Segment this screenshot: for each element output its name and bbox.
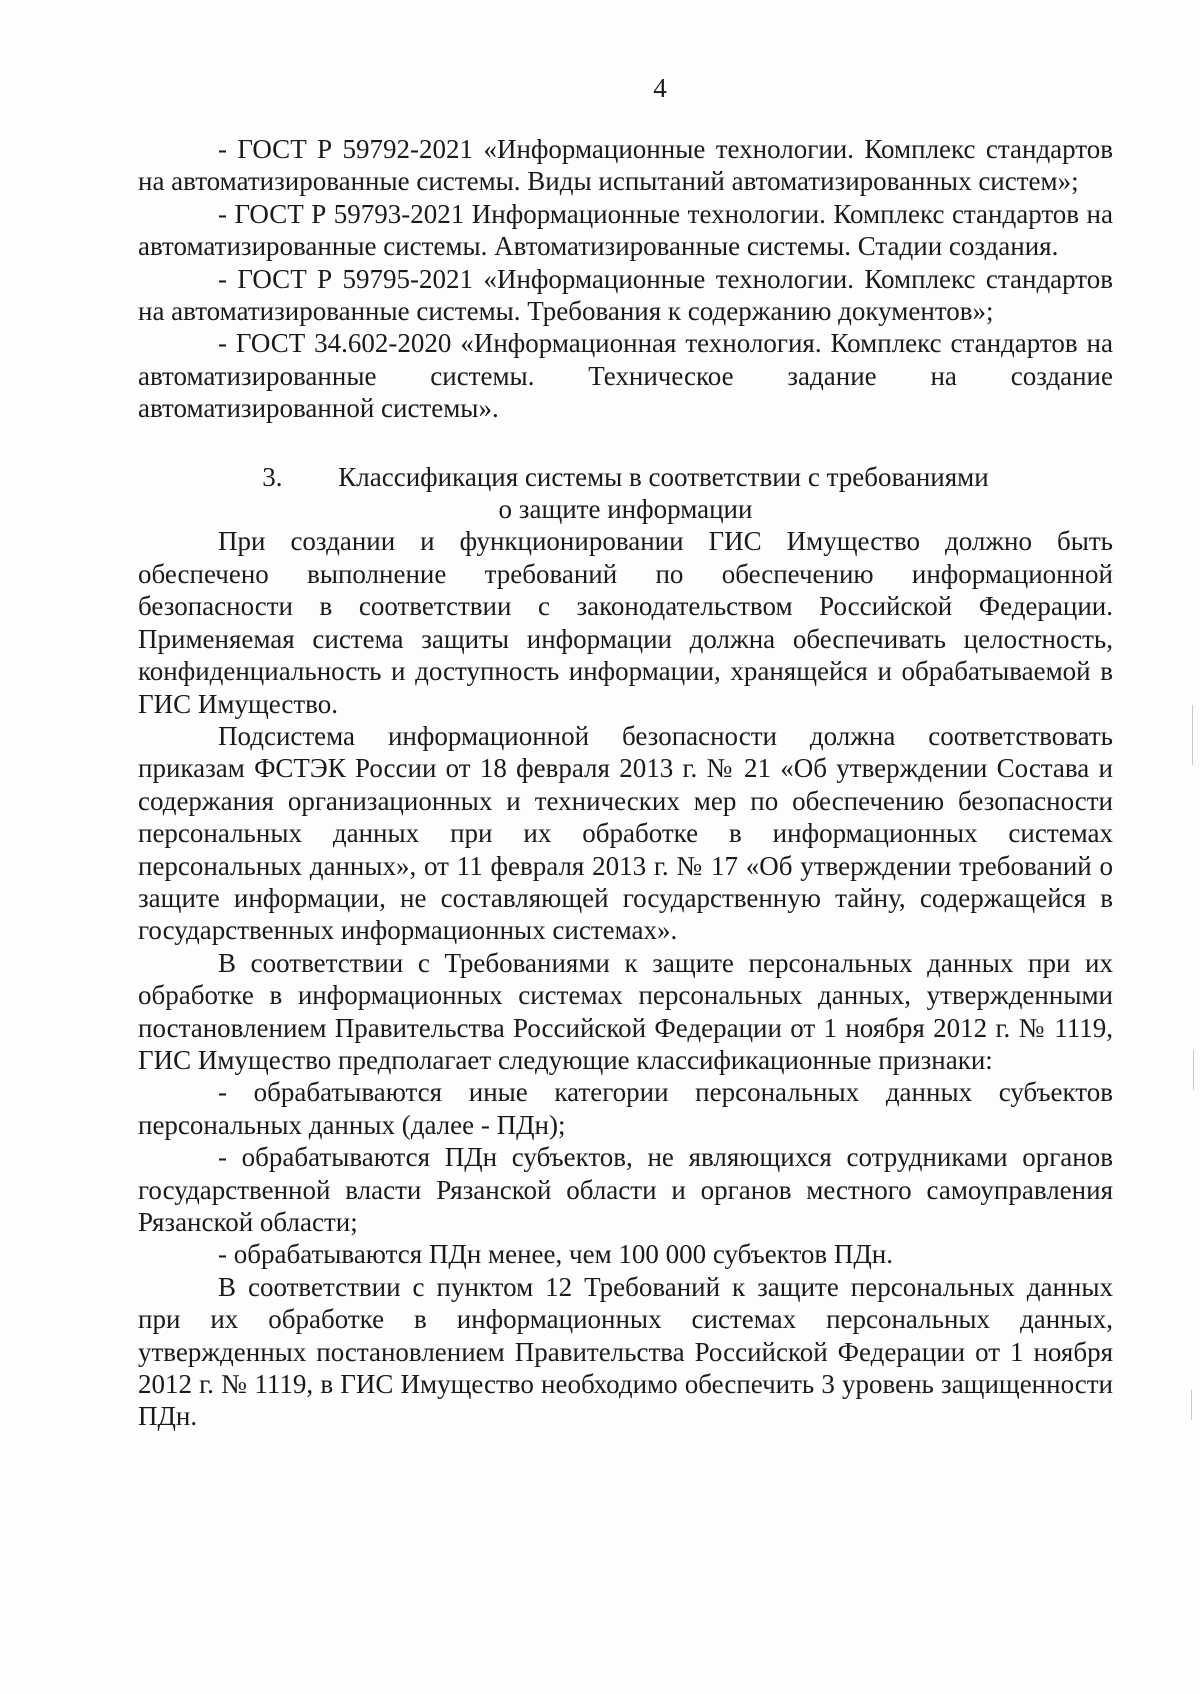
section-title-line2: о защите информации: [498, 494, 753, 525]
list-item-gost-59795: - ГОСТ Р 59795-2021 «Информационные технологии. Комплекс стандартов на автоматизированные системы. Требования к содержанию документов»;: [138, 263, 1113, 327]
list-item-gost-34602: - ГОСТ 34.602-2020 «Информационная технология. Комплекс стандартов на автоматизированные системы. Техническое задание на создание автоматизированной системы».: [138, 328, 1113, 424]
paragraph-protection-level: В соответствии с пунктом 12 Требований к защите персональных данных при их обработке в информационных системах персональных данных, утвержденных постановлением Правительства Российской Федерации от 1 ноября 2012 г. № 1119, в ГИС Имущество необходимо обеспечить 3 уровень защищенности ПДн.: [138, 1271, 1113, 1432]
list-item-other-categories: - обрабатываются иные категории персональных данных субъектов персональных данных (далее - ПДн);: [138, 1077, 1113, 1140]
list-item-gost-59792: - ГОСТ Р 59792-2021 «Информационные технологии. Комплекс стандартов на автоматизированные системы. Виды испытаний автоматизированных систем»;: [138, 134, 1113, 197]
section-title-line1: Классификация системы в соответствии с требованиями: [338, 461, 989, 492]
list-item-non-employees: - обрабатываются ПДн субъектов, не являющихся сотрудниками органов государственной власти Рязанской области и органов местного самоуправления Рязанской области;: [138, 1142, 1113, 1237]
list-item-gost-59793: - ГОСТ Р 59793-2021 Информационные технологии. Комплекс стандартов на автоматизированные системы. Автоматизированные системы. Стадии создания.: [138, 198, 1113, 262]
paragraph-classification-intro: В соответствии с Требованиями к защите персональных данных при их обработке в информационных системах персональных данных, утвержденными постановлением Правительства Российской Федерации от 1 ноября 2012 г. № 1119, ГИС Имущество предполагает следующие классификационные признаки:: [138, 947, 1113, 1075]
document-body: [138, 133, 1113, 1433]
section-heading: [138, 461, 1113, 526]
paragraph-gis-requirements: При создании и функционировании ГИС Имущество должно быть обеспечено выполнение требований по обеспечению информационной безопасности в соответствии с законодательством Российской Федерации. Применяемая система защиты информации должна обеспечивать целостность, конфиденциальность и доступность информации, хранящейся и обрабатываемой в ГИС Имущество.: [138, 526, 1113, 719]
scan-mark-right-3: [1191, 1390, 1192, 1420]
section-spacer: [138, 425, 1113, 461]
paragraph-fstek-orders: Подсистема информационной безопасности должна соответствовать приказам ФСТЭК России от 18 февраля 2013 г. № 21 «Об утверждении Состава и содержания организационных и технических мер по обеспечению безопасности персональных данных при их обработке в информационных системах персональных данных», от 11 февраля 2013 г. № 17 «Об утверждении требований о защите информации, не составляющей государственную тайну, содержащейся в государственных информационных системах».: [138, 720, 1113, 946]
scan-mark-right-2: [1193, 1050, 1194, 1090]
scan-mark-right-1: [1192, 705, 1193, 765]
section-number: 3.: [262, 461, 283, 492]
list-item-subject-count: - обрабатываются ПДн менее, чем 100 000 субъектов ПДн.: [218, 1239, 893, 1270]
section-heading-line1: [138, 461, 1113, 493]
page-number: 4: [653, 73, 667, 103]
